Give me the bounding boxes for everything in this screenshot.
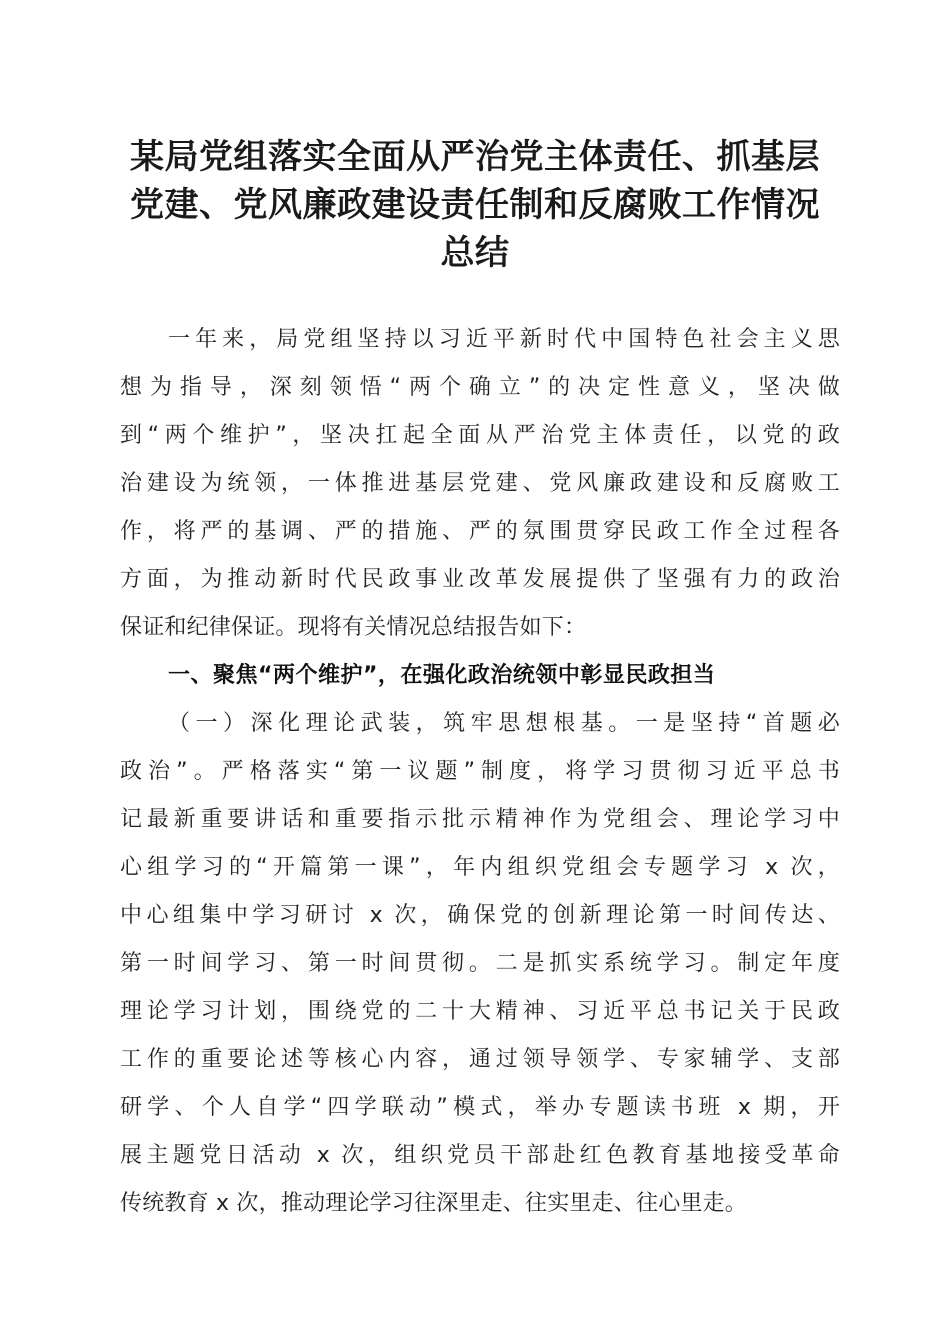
- paragraph-line: 作，将严的基调、严的措施、严的氛围贯穿民政工作全过程各: [120, 519, 840, 544]
- paragraph-line: 方面，为推动新时代民政事业改革发展提供了坚强有力的政治: [120, 567, 840, 592]
- document-title: [100, 133, 850, 277]
- paragraph-line: 理论学习计划，围绕党的二十大精神、习近平总书记关于民政: [120, 999, 840, 1024]
- intro-paragraph: [120, 320, 840, 656]
- paragraph-line: 展主题党日活动 x 次，组织党员干部赴红色教育基地接受革命: [120, 1143, 840, 1168]
- paragraph-line: 记最新重要讲话和重要指示批示精神作为党组会、理论学习中: [120, 807, 840, 832]
- paragraph-line: 心组学习的“开篇第一课”，年内组织党组会专题学习 x 次，: [120, 855, 840, 880]
- title-line: 党建、党风廉政建设责任制和反腐败工作情况: [130, 185, 820, 225]
- section-paragraph: [120, 704, 840, 1232]
- paragraph-line: 工作的重要论述等核心内容，通过领导领学、专家辅学、支部: [120, 1047, 840, 1072]
- paragraph-line: 传统教育 x 次，推动理论学习往深里走、往实里走、往心里走。: [120, 1191, 748, 1216]
- title-line: 某局党组落实全面从严治党主体责任、抓基层: [130, 137, 820, 177]
- section-heading: 一、聚焦“两个维护”，在强化政治统领中彰显民政担当: [168, 663, 716, 688]
- document-body: [120, 320, 840, 1232]
- paragraph-line: 一年来，局党组坚持以习近平新时代中国特色社会主义思: [168, 327, 840, 352]
- paragraph-line: 治建设为统领，一体推进基层党建、党风廉政建设和反腐败工: [120, 471, 840, 496]
- paragraph-line: 到“两个维护”，坚决扛起全面从严治党主体责任，以党的政: [120, 423, 840, 448]
- paragraph-line: （一）深化理论武装，筑牢思想根基。一是坚持“首题必: [168, 711, 840, 736]
- paragraph-line: 政治”。严格落实“第一议题”制度，将学习贯彻习近平总书: [120, 759, 840, 784]
- paragraph-line: 第一时间学习、第一时间贯彻。二是抓实系统学习。制定年度: [120, 951, 840, 976]
- paragraph-line: 想为指导，深刻领悟“两个确立”的决定性意义，坚决做: [120, 375, 840, 400]
- paragraph-line: 研学、个人自学“四学联动”模式，举办专题读书班 x 期，开: [120, 1095, 840, 1120]
- title-line: 总结: [440, 233, 510, 273]
- paragraph-line: 中心组集中学习研讨 x 次，确保党的创新理论第一时间传达、: [120, 903, 840, 928]
- paragraph-line: 保证和纪律保证。现将有关情况总结报告如下：: [120, 615, 587, 640]
